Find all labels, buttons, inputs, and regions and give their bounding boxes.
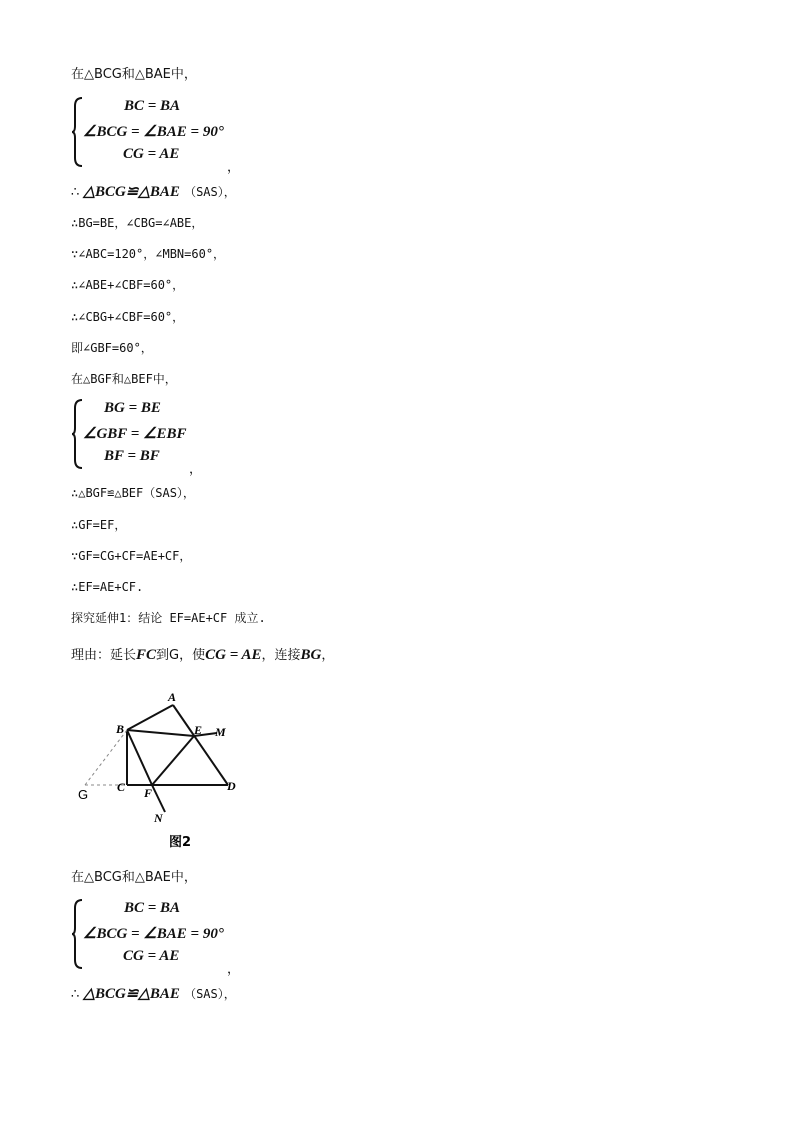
text-line: ∴∠ABE+∠CBF=60°， [71,278,185,292]
point-label-m: M [215,725,226,739]
system-row: BF = BF [104,448,160,464]
point-label-e: E [194,723,203,737]
trailing-comma: ， [227,160,241,175]
text-line: 探究延伸1：结论 EF=AE+CF 成立. [71,611,266,625]
trailing-comma: ， [189,462,203,477]
text-line: ∵∠ABC=120°，∠MBN=60°， [71,247,226,261]
geometry-figure [71,688,251,857]
system-row: ∠BCG = ∠BAE = 90° [83,926,224,942]
text-line: ∴△BGF≌△BEF（SAS）， [71,486,195,500]
figure-lines [127,705,228,812]
point-label-a: A [168,690,177,704]
text-line: ∵GF=CG+CF=AE+CF， [71,549,192,563]
point-label-c: C [117,780,126,794]
conclusion-line: ∴ △BCG≌△BAE （SAS）， [71,184,236,200]
figure-caption: 图2 [169,835,192,850]
system-row: CG = AE [123,146,180,162]
text-line: ∴EF=AE+CF. [71,580,144,594]
reason-line: 理由：延长FC到G，使CG = AE，连接BG， [71,647,335,663]
system-row: BG = BE [104,400,161,416]
auxiliary-dashed-lines [85,730,127,785]
trailing-comma: ， [227,962,241,977]
text-line: 在△BCG和△BAE中， [71,67,197,82]
text-line: 即∠GBF=60°， [71,341,153,355]
system-row: ∠BCG = ∠BAE = 90° [83,124,224,140]
point-label-n: N [154,811,163,825]
point-label-d: D [227,779,236,793]
point-label-b: B [116,722,125,736]
text-line: 在△BCG和△BAE中， [71,870,197,885]
system-row: ∠GBF = ∠EBF [83,426,187,442]
text-line: ∴∠CBG+∠CBF=60°， [71,310,185,324]
system-row: BC = BA [124,900,181,916]
system-row: BC = BA [124,98,181,114]
text-line: ∴GF=EF， [71,518,127,532]
system-row: CG = AE [123,948,180,964]
text-line: ∴BG=BE，∠CBG=∠ABE， [71,216,204,230]
point-label-f: F [144,786,153,800]
conclusion-line: ∴ △BCG≌△BAE （SAS）， [71,986,236,1002]
text-line: 在△BGF和△BEF中， [71,372,177,386]
point-label-g: G [78,787,89,802]
